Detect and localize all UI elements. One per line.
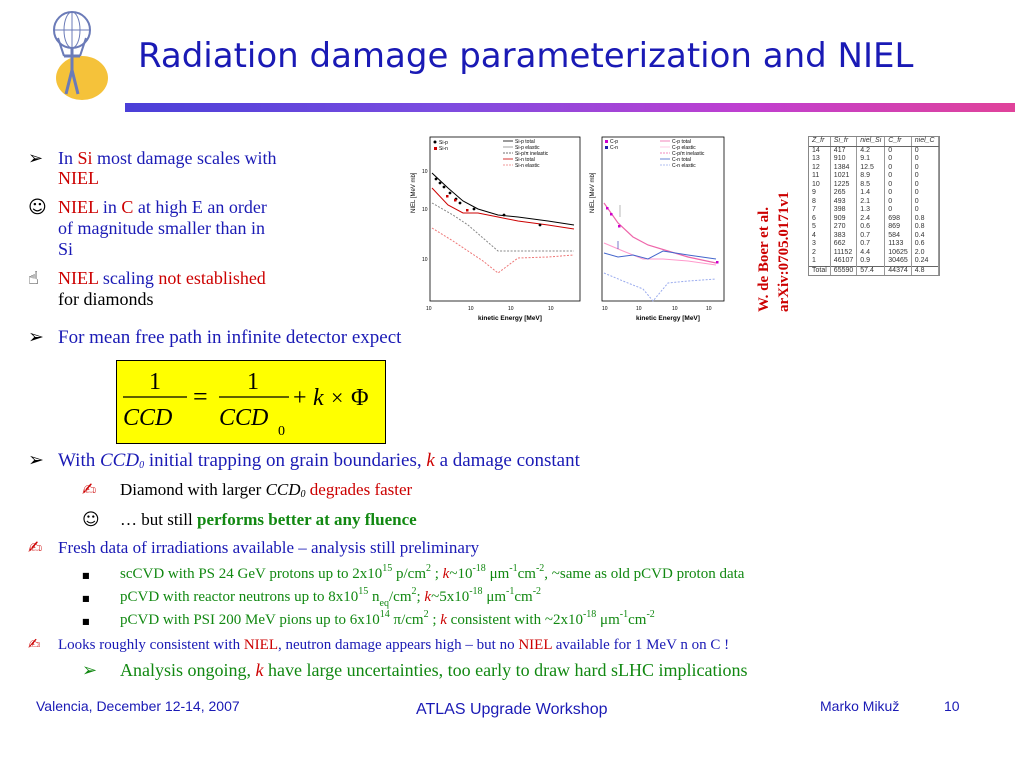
svg-text:C-p total: C-p total (672, 139, 691, 145)
arrow-bullet-icon: ➢ (28, 449, 44, 471)
table-cell: 1384 (830, 164, 856, 173)
slide-title: Radiation damage parameterization and NIEL (138, 36, 914, 76)
bullet-c-niel-cont: of magnitude smaller than in (58, 218, 265, 238)
table-cell: 2.1 (857, 198, 885, 207)
footer-event: ATLAS Upgrade Workshop (416, 701, 608, 718)
svg-text:10: 10 (706, 306, 712, 312)
svg-text:10: 10 (636, 306, 642, 312)
table-header: niel_Si (857, 137, 885, 146)
table-cell: 8 (809, 198, 830, 207)
table-cell: 6 (809, 215, 830, 224)
table-cell: 0 (885, 146, 911, 155)
table-cell: 398 (830, 206, 856, 215)
bullet-c-niel-cont2: Si (58, 239, 74, 259)
bullet-pcvd-pions: ■ pCVD with PSI 200 MeV pions up to $6x10^{14}$ $\pi/cm^2$ ; k consistent with $\sim 2x10^{-18}$ $\mu m^{-1}cm^{-2}$ (82, 610, 655, 632)
table-cell: 44374 (885, 266, 911, 275)
table-cell: 698 (885, 215, 911, 224)
bullet-diamond-niel-cont: for diamonds (58, 289, 154, 309)
pointing-hand-icon: ☝ (28, 268, 39, 289)
table-row (809, 223, 938, 232)
table-cell: 11152 (830, 249, 856, 258)
niel-table (808, 136, 940, 276)
table-cell: 1.4 (857, 189, 885, 198)
table-cell: 0 (885, 164, 911, 173)
c-plot-ylabel: NIEL [MeV mb] (590, 172, 596, 213)
table-total-row (809, 266, 938, 275)
table-row (809, 172, 938, 181)
table-cell: 57.4 (857, 266, 885, 275)
svg-text:10: 10 (672, 306, 678, 312)
svg-text:10: 10 (422, 169, 428, 175)
table-cell: 662 (830, 240, 856, 249)
title-divider (125, 103, 1015, 112)
table-cell: 4.2 (857, 146, 885, 155)
table-cell: 0.8 (911, 215, 938, 224)
table-cell: 0 (911, 198, 938, 207)
table-row (809, 249, 938, 258)
table-header: Si_fr (830, 137, 856, 146)
table-row (809, 215, 938, 224)
svg-text:10: 10 (422, 257, 428, 263)
svg-text:=: = (193, 382, 208, 411)
table-cell: 1 (809, 257, 830, 266)
table-row (809, 146, 938, 155)
table-cell: 1.3 (857, 206, 885, 215)
page-number: 10 (944, 698, 960, 714)
svg-text:1: 1 (247, 369, 259, 395)
table-row (809, 240, 938, 249)
table-cell: 4.8 (911, 266, 938, 275)
table-cell: 0 (885, 198, 911, 207)
table-row (809, 155, 938, 164)
square-bullet-icon: ■ (82, 594, 90, 603)
writing-hand-icon: ✍ (28, 538, 43, 558)
svg-text:C-n elastic: C-n elastic (672, 163, 696, 169)
table-cell: 270 (830, 223, 856, 232)
table-cell: 1225 (830, 181, 856, 190)
table-cell: 0 (885, 181, 911, 190)
svg-text:k: k (313, 385, 324, 411)
table-cell: 0.8 (911, 223, 938, 232)
table-row (809, 198, 938, 207)
table-header: niel_C (911, 137, 938, 146)
svg-text:10: 10 (468, 306, 474, 312)
table-cell: 493 (830, 198, 856, 207)
table-cell: 2.0 (911, 249, 938, 258)
table-cell: 417 (830, 146, 856, 155)
svg-text:C-p elastic: C-p elastic (672, 145, 696, 151)
table-cell: 0 (911, 181, 938, 190)
bullet-fresh-data: ✍ Fresh data of irradiations available – analysis still preliminary (28, 538, 480, 558)
writing-hand-icon: ✍ (82, 480, 97, 500)
table-cell: 0.24 (911, 257, 938, 266)
table-cell: 14 (809, 146, 830, 155)
svg-text:Si-p elastic: Si-p elastic (515, 145, 540, 151)
si-niel-plot (408, 133, 586, 323)
table-cell: 11 (809, 172, 830, 181)
table-cell: 0 (911, 189, 938, 198)
table-cell: 10625 (885, 249, 911, 258)
svg-text:10: 10 (548, 306, 554, 312)
svg-text:Φ: Φ (351, 385, 369, 411)
bullet-diamond-niel: ☝ NIEL scaling not established (28, 268, 266, 289)
svg-text:C-n: C-n (610, 145, 619, 151)
table-cell: 0 (885, 172, 911, 181)
table-cell: 1133 (885, 240, 911, 249)
arrow-bullet-icon: ➢ (82, 660, 98, 681)
svg-text:10: 10 (602, 306, 608, 312)
table-header: C_fr (885, 137, 911, 146)
svg-text:10: 10 (426, 306, 432, 312)
atlas-logo (38, 8, 110, 100)
table-cell: 0.7 (857, 232, 885, 241)
table-cell: 909 (830, 215, 856, 224)
smiley-icon: ☺ (82, 510, 100, 530)
svg-text:0: 0 (278, 424, 285, 439)
table-cell: 265 (830, 189, 856, 198)
table-cell: 0.7 (857, 240, 885, 249)
table-cell: 0 (911, 164, 938, 173)
svg-text:Si-n total: Si-n total (515, 157, 535, 163)
table-cell: 0.9 (857, 257, 885, 266)
svg-text:10: 10 (422, 207, 428, 213)
reference-citation (746, 148, 806, 318)
square-bullet-icon: ■ (82, 617, 90, 626)
smiley-icon: ☺ (28, 197, 47, 218)
arrow-bullet-icon: ➢ (28, 326, 44, 348)
table-row (809, 206, 938, 215)
table-cell: 0 (885, 206, 911, 215)
table-cell: 10 (809, 181, 830, 190)
bullet-si-niel-cont: NIEL (58, 168, 99, 188)
bullet-sccvd-ps: ■ scCVD with PS 24 GeV protons up to $2x10^{15}$ $p/cm^2$ ; $k\sim 10^{-18}$ $\mu m^{-1}cm^{-2}$, ~same as old pCVD proton data (82, 564, 744, 586)
bullet-c-niel: ☺ NIEL in C at high E an order (28, 197, 267, 218)
table-cell: 13 (809, 155, 830, 164)
table-cell: 7 (809, 206, 830, 215)
table-cell: 383 (830, 232, 856, 241)
bullet-looks-consistent: ✍ Looks roughly consistent with NIEL, neutron damage appears high – but no NIEL available for 1 MeV n on C ! (28, 635, 730, 653)
bullet-performs-better: ☺ … but still performs better at any fluence (82, 510, 417, 530)
table-cell: 4 (809, 232, 830, 241)
footer-location-date: Valencia, December 12-14, 2007 (36, 698, 240, 714)
table-cell: 12.5 (857, 164, 885, 173)
svg-text:Si-p: Si-p (439, 140, 448, 146)
bullet-diamond-degrades: ✍ Diamond with larger CCD0 degrades faster (82, 480, 413, 500)
bullet-mean-free-path: ➢ For mean free path in infinite detector expect (28, 326, 402, 348)
square-bullet-icon: ■ (82, 571, 90, 580)
table-cell: 9.1 (857, 155, 885, 164)
bullet-pcvd-neutrons: ■ pCVD with reactor neutrons up to $8x10^{15}$ neq/$cm^2$; $k\sim 5x10^{-18}$ $\mu m^{-1}cm^{-2}$ (82, 586, 542, 609)
table-cell: 869 (885, 223, 911, 232)
c-plot-xlabel: kinetic Energy [MeV] (636, 315, 700, 322)
table-cell: 4.4 (857, 249, 885, 258)
svg-text:Si-n: Si-n (439, 146, 448, 152)
svg-text:C-p/π inelastic: C-p/π inelastic (672, 151, 705, 157)
table-cell: 0 (911, 206, 938, 215)
writing-hand-icon: ✍ (28, 635, 41, 653)
table-cell: 8.9 (857, 172, 885, 181)
table-cell: 0.6 (911, 240, 938, 249)
table-row (809, 164, 938, 173)
table-cell: 0 (885, 155, 911, 164)
table-cell: 1021 (830, 172, 856, 181)
table-cell: 584 (885, 232, 911, 241)
table-cell: 0.4 (911, 232, 938, 241)
table-cell: 910 (830, 155, 856, 164)
svg-text:arXiv:0705.0171v1: arXiv:0705.0171v1 (776, 191, 792, 312)
svg-text:CCD: CCD (219, 405, 269, 431)
bullet-ccd0: ➢ With CCD0 initial trapping on grain boundaries, k a damage constant (28, 449, 580, 471)
table-cell: 9 (809, 189, 830, 198)
table-cell: 30465 (885, 257, 911, 266)
table-cell: 5 (809, 223, 830, 232)
table-cell: 0 (911, 172, 938, 181)
table-row (809, 181, 938, 190)
c-niel-plot (588, 133, 728, 323)
table-row (809, 232, 938, 241)
table-cell: Total (809, 266, 830, 275)
svg-text:C-n total: C-n total (672, 157, 691, 163)
si-plot-xlabel: kinetic Energy [MeV] (478, 315, 542, 322)
mean-free-path-formula (116, 360, 386, 444)
table-cell: 0 (911, 155, 938, 164)
table-cell: 0 (911, 146, 938, 155)
table-header: Z_fr (809, 137, 830, 146)
svg-text:10: 10 (508, 306, 514, 312)
table-cell: 2.4 (857, 215, 885, 224)
bullet-si-niel: ➢ In Si most damage scales with (28, 148, 277, 169)
footer-author: Marko Mikuž (820, 698, 900, 714)
svg-text:Si-p total: Si-p total (515, 139, 535, 145)
svg-text:W. de Boer et al.: W. de Boer et al. (756, 207, 772, 312)
arrow-bullet-icon: ➢ (28, 148, 44, 169)
svg-text:Si-p/π inelastic: Si-p/π inelastic (515, 151, 549, 157)
svg-text:Si-n elastic: Si-n elastic (515, 163, 540, 169)
table-row (809, 189, 938, 198)
svg-text:+: + (293, 385, 307, 411)
svg-text:CCD: CCD (123, 405, 173, 431)
table-cell: 0 (885, 189, 911, 198)
si-plot-ylabel: NIEL [MeV mb] (411, 172, 417, 213)
bullet-analysis-ongoing: ➢ Analysis ongoing, k have large uncertainties, too early to draw hard sLHC implications (82, 660, 748, 681)
table-cell: 2 (809, 249, 830, 258)
table-row (809, 257, 938, 266)
svg-text:C-p: C-p (610, 139, 619, 145)
table-cell: 65590 (830, 266, 856, 275)
svg-text:1: 1 (149, 369, 161, 395)
svg-text:×: × (331, 385, 344, 410)
table-cell: 12 (809, 164, 830, 173)
table-cell: 46107 (830, 257, 856, 266)
table-cell: 8.5 (857, 181, 885, 190)
table-cell: 3 (809, 240, 830, 249)
table-cell: 0.6 (857, 223, 885, 232)
